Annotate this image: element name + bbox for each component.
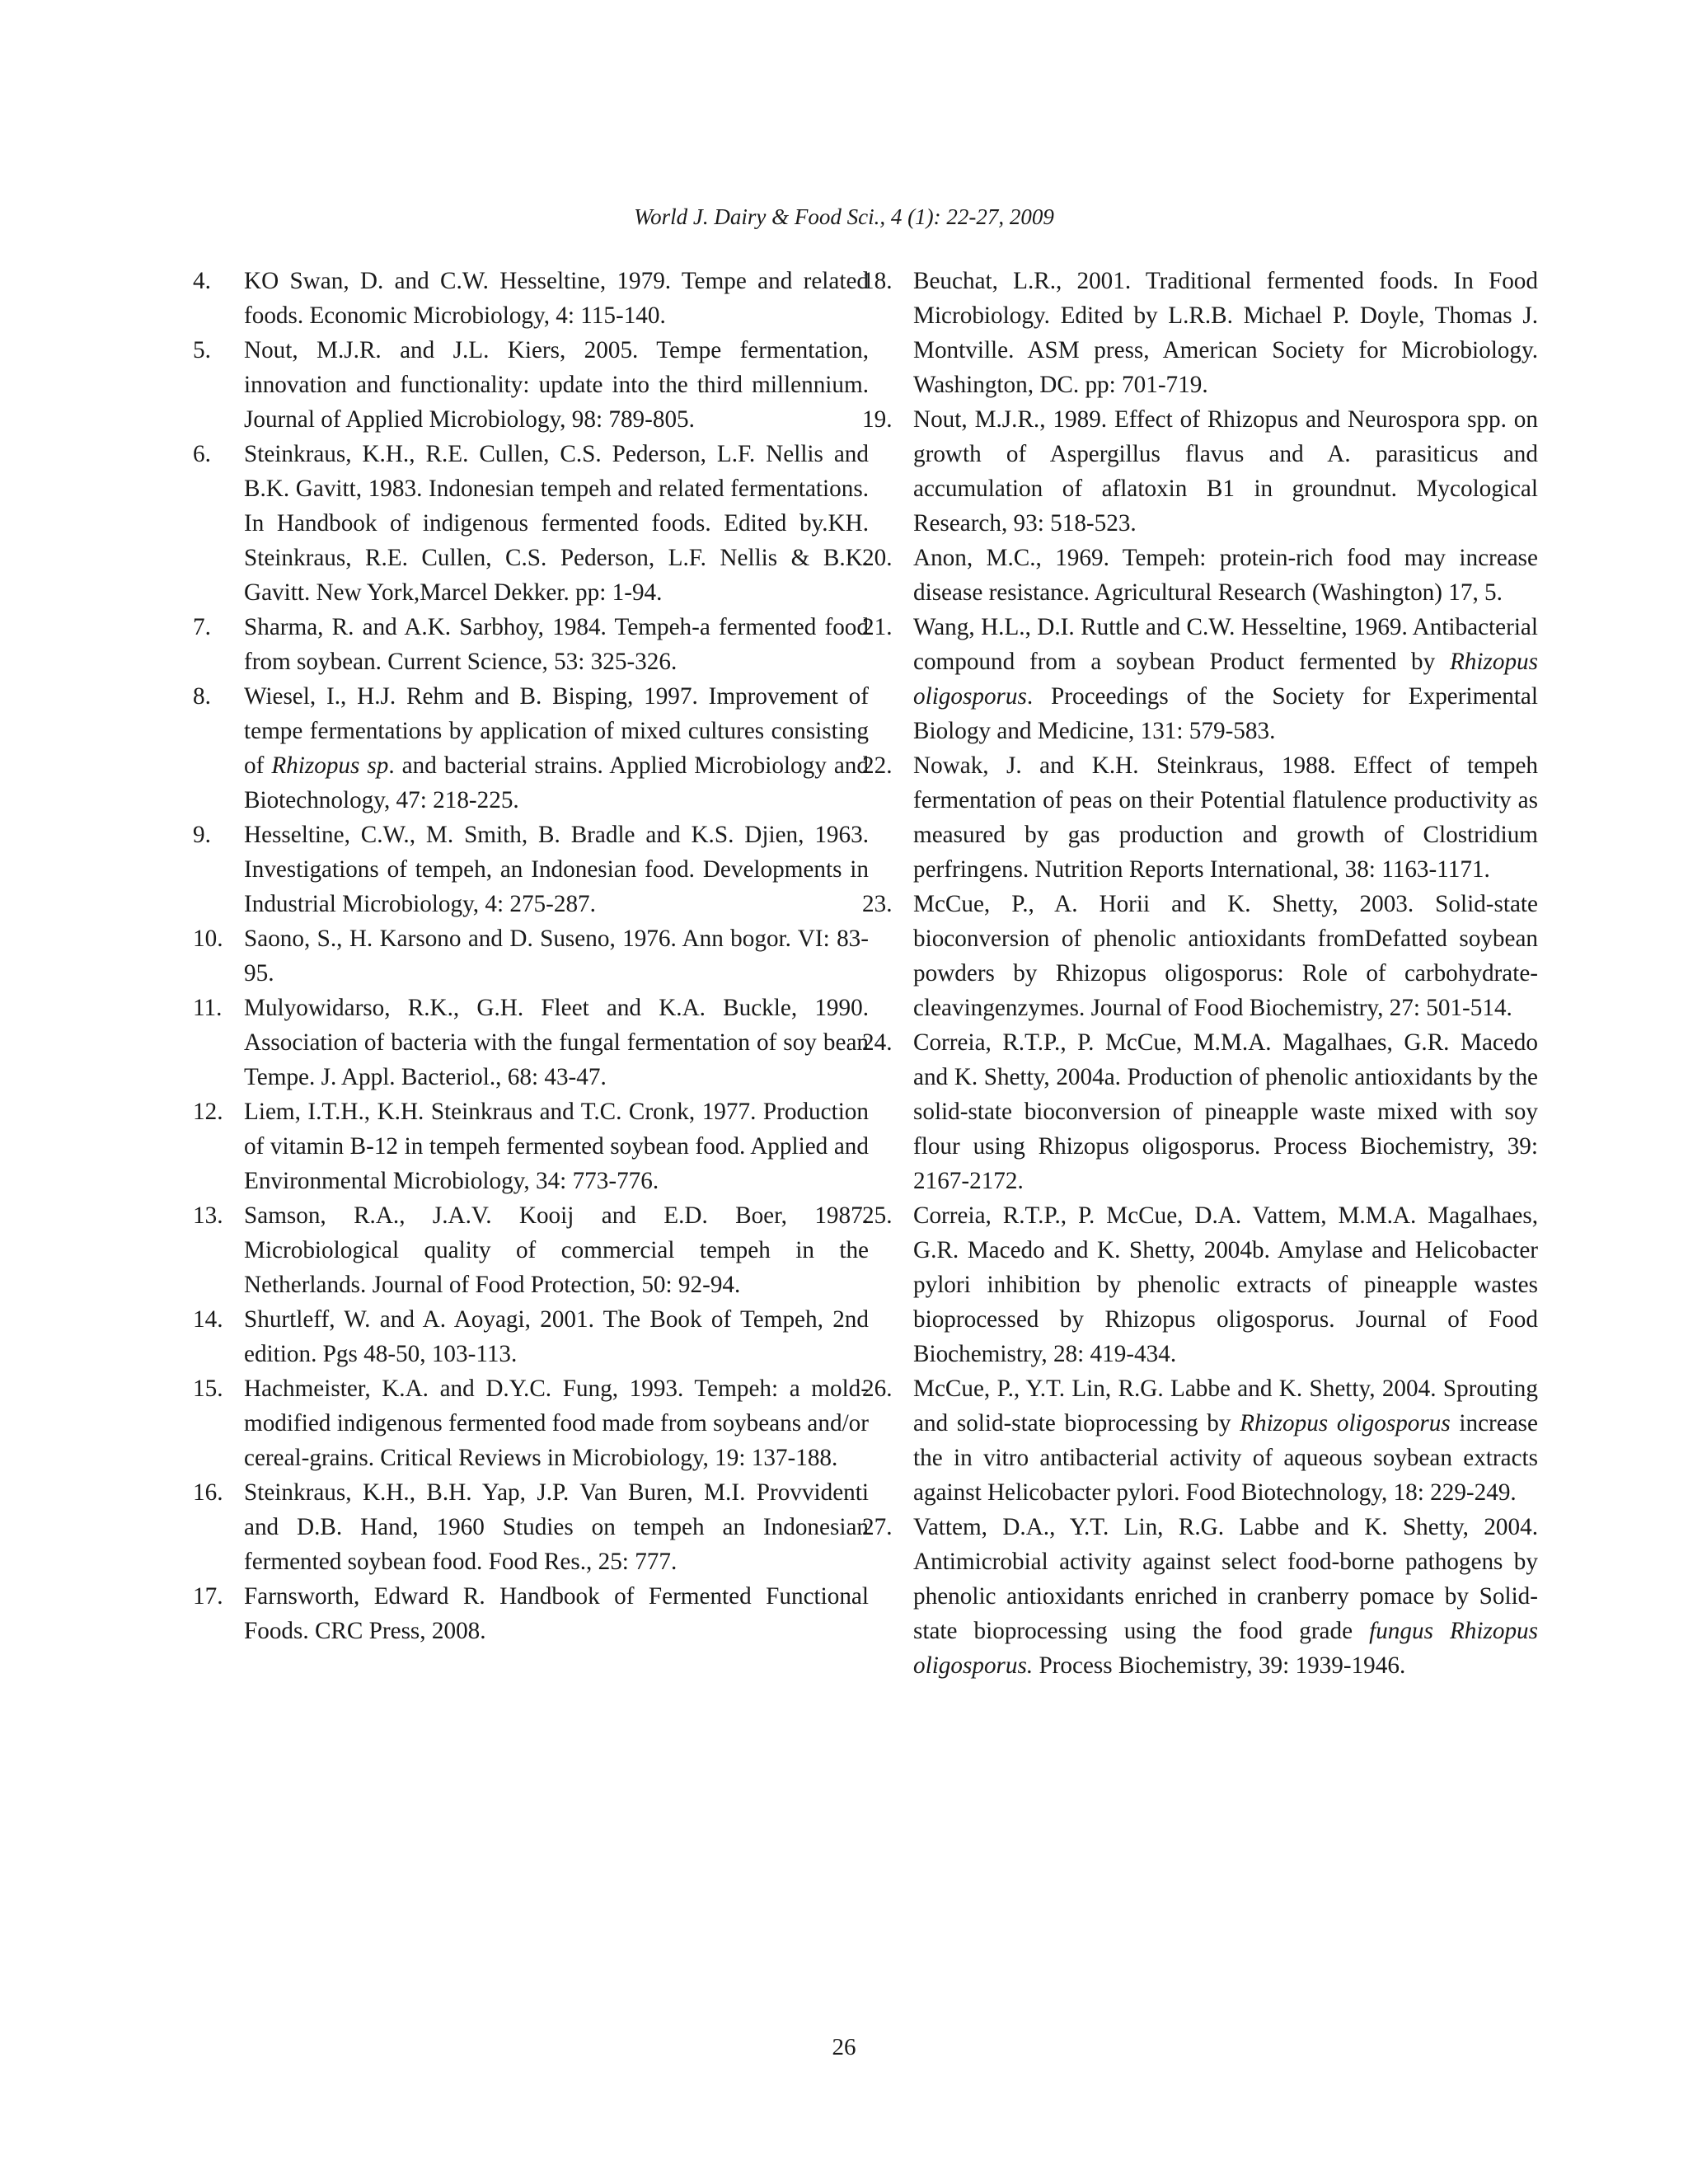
- italic-segment: fungus Rhizopus oligosporus.: [913, 1618, 1539, 1679]
- reference-number: 8.: [193, 683, 211, 710]
- italic-segment: Rhizopus sp: [271, 752, 389, 779]
- reference-item: [193, 437, 869, 610]
- reference-item: [862, 1198, 1538, 1371]
- reference-text: [244, 679, 869, 818]
- text-segment: Hesseltine, C.W., M. Smith, B. Bradle and K.S. Djien, 1963. Investigations of tempeh, an Indonesian food. Developments in Industrial Microbiology, 4: 275-287.: [244, 822, 869, 917]
- reference-item: [193, 333, 869, 437]
- reference-text: [244, 1302, 869, 1371]
- text-segment: Mulyowidarso, R.K., G.H. Fleet and K.A. Buckle, 1990. Association of bacteria with the fungal fermentation of soy bean Tempe. J. Appl. Bacteriol., 68: 43-47.: [244, 995, 869, 1090]
- reference-item: [193, 1579, 869, 1648]
- reference-number: 6.: [193, 441, 211, 467]
- reference-text: [244, 1579, 869, 1648]
- reference-number: 21.: [862, 614, 893, 640]
- text-segment: Wiesel, I., H.J. Rehm and B. Bisping, 1997. Improvement of tempe fermentations by application of mixed cultures consisting of: [244, 683, 869, 779]
- text-segment: Wang, H.L., D.I. Ruttle and C.W. Hesseltine, 1969. Antibacterial compound from a soybean Product fermented by: [913, 614, 1538, 675]
- text-segment: McCue, P., A. Horii and K. Shetty, 2003. Solid-state bioconversion of phenolic antioxidants fromDefatted soybean powders by Rhizopus oligosporus: Role of carbohydrate-cleavingenzymes. Journal of Food Biochemistry, 27: 501-514.: [913, 891, 1538, 1021]
- reference-item: [862, 402, 1538, 541]
- text-segment: Anon, M.C., 1969. Tempeh: protein-rich food may increase disease resistance. Agricultural Research (Washington) 17, 5.: [913, 545, 1538, 606]
- reference-number: 27.: [862, 1514, 893, 1540]
- reference-number: 23.: [862, 891, 893, 917]
- reference-item: [862, 1510, 1538, 1683]
- reference-number: 11.: [193, 995, 223, 1021]
- reference-number: 10.: [193, 926, 223, 952]
- reference-number: 9.: [193, 822, 211, 848]
- page-number: 26: [832, 2034, 856, 2060]
- text-segment: Liem, I.T.H., K.H. Steinkraus and T.C. Cronk, 1977. Production of vitamin B-12 in tempeh fermented soybean food. Applied and Environmental Microbiology, 34: 773-776.: [244, 1099, 869, 1194]
- reference-number: 12.: [193, 1099, 223, 1125]
- reference-item: [193, 610, 869, 679]
- text-segment: Correia, R.T.P., P. McCue, M.M.A. Magalhaes, G.R. Macedo and K. Shetty, 2004a. Production of phenolic antioxidants by the solid-state bioconversion of pineapple waste mixed with soy flour using Rhizopus oligosporus. Process Biochemistry, 39: 2167-2172.: [913, 1029, 1538, 1194]
- reference-text: [244, 264, 869, 333]
- reference-text: [913, 1371, 1538, 1510]
- reference-column-left: [193, 264, 869, 1648]
- reference-item: [193, 1371, 869, 1475]
- reference-text: [913, 1510, 1538, 1683]
- reference-number: 13.: [193, 1202, 223, 1229]
- reference-item: [193, 1198, 869, 1302]
- text-segment: Nout, M.J.R. and J.L. Kiers, 2005. Tempe fermentation, innovation and functionality: update into the third millennium. Journal of Applied Microbiology, 98: 789-805.: [244, 337, 869, 433]
- text-segment: McCue, P., Y.T. Lin, R.G. Labbe and K. Shetty, 2004. Sprouting and solid-state bioprocessing by: [913, 1376, 1538, 1436]
- reference-item: [862, 264, 1538, 402]
- text-segment: Nowak, J. and K.H. Steinkraus, 1988. Effect of tempeh fermentation of peas on their Potential flatulence productivity as measured by gas production and growth of Clostridium perfringens. Nutrition Reports International, 38: 1163-1171.: [913, 752, 1538, 883]
- text-segment: Beuchat, L.R., 2001. Traditional fermented foods. In Food Microbiology. Edited by L.R.B. Michael P. Doyle, Thomas J. Montville. ASM press, American Society for Microbiology. Washington, DC. pp: 701-719.: [913, 268, 1538, 398]
- text-segment: Shurtleff, W. and A. Aoyagi, 2001. The Book of Tempeh, 2nd edition. Pgs 48-50, 103-113.: [244, 1306, 869, 1367]
- reference-text: [244, 1475, 869, 1579]
- reference-number: 26.: [862, 1376, 893, 1402]
- reference-item: [862, 887, 1538, 1025]
- reference-number: 25.: [862, 1202, 893, 1229]
- reference-text: [913, 610, 1538, 748]
- text-segment: Process Biochemistry, 39: 1939-1946.: [1033, 1652, 1406, 1679]
- reference-number: 18.: [862, 268, 893, 294]
- reference-item: [193, 679, 869, 818]
- text-segment: KO Swan, D. and C.W. Hesseltine, 1979. Tempe and related foods. Economic Microbiology, 4: 115-140.: [244, 268, 869, 329]
- text-segment: . Proceedings of the Society for Experimental Biology and Medicine, 131: 579-583.: [913, 683, 1538, 744]
- reference-text: [913, 402, 1538, 541]
- reference-text: [913, 264, 1538, 402]
- reference-number: 7.: [193, 614, 211, 640]
- text-segment: . and bacterial strains. Applied Microbiology and Biotechnology, 47: 218-225.: [244, 752, 869, 813]
- italic-segment: Rhizopus oligosporus: [913, 649, 1538, 710]
- reference-item: [193, 1475, 869, 1579]
- reference-item: [193, 991, 869, 1094]
- text-segment: increase the in vitro antibacterial activity of aqueous soybean extracts against Helicobacter pylori. Food Biotechnology, 18: 229-249.: [913, 1410, 1538, 1506]
- reference-item: [193, 818, 869, 921]
- reference-item: [193, 1302, 869, 1371]
- reference-column-right: [862, 264, 1538, 1683]
- reference-text: [244, 333, 869, 437]
- text-segment: Steinkraus, K.H., R.E. Cullen, C.S. Pederson, L.F. Nellis and B.K. Gavitt, 1983. Indonesian tempeh and related fermentations. In Handbook of indigenous fermented foods. Edited by.KH. Steinkraus, R.E. Cullen, C.S. Pederson, L.F. Nellis & B.K. Gavitt. New York,Marcel Dekker. pp: 1-94.: [244, 441, 869, 606]
- reference-number: 22.: [862, 752, 893, 779]
- reference-number: 14.: [193, 1306, 223, 1333]
- reference-item: [862, 748, 1538, 887]
- reference-text: [913, 541, 1538, 610]
- text-segment: Correia, R.T.P., P. McCue, D.A. Vattem, M.M.A. Magalhaes, G.R. Macedo and K. Shetty, 2004b. Amylase and Helicobacter pylori inhibition by phenolic extracts of pineapple wastes bioprocessed by Rhizopus oligosporus. Journal of Food Biochemistry, 28: 419-434.: [913, 1202, 1538, 1367]
- text-segment: Saono, S., H. Karsono and D. Suseno, 1976. Ann bogor. VI: 83-95.: [244, 926, 869, 987]
- reference-text: [244, 437, 869, 610]
- reference-text: [244, 610, 869, 679]
- reference-item: [193, 1094, 869, 1198]
- reference-item: [862, 1371, 1538, 1510]
- reference-number: 15.: [193, 1376, 223, 1402]
- reference-item: [862, 541, 1538, 610]
- text-segment: Hachmeister, K.A. and D.Y.C. Fung, 1993. Tempeh: a mold-modified indigenous fermented food made from soybeans and/or cereal-grains. Critical Reviews in Microbiology, 19: 137-188.: [244, 1376, 869, 1471]
- reference-number: 19.: [862, 406, 893, 433]
- text-segment: Nout, M.J.R., 1989. Effect of Rhizopus and Neurospora spp. on growth of Aspergillus flavus and A. parasiticus and accumulation of aflatoxin B1 in groundnut. Mycological Research, 93: 518-523.: [913, 406, 1538, 537]
- reference-text: [244, 1371, 869, 1475]
- reference-text: [913, 887, 1538, 1025]
- reference-number: 24.: [862, 1029, 893, 1056]
- text-segment: Steinkraus, K.H., B.H. Yap, J.P. Van Buren, M.I. Provvidenti and D.B. Hand, 1960 Studies on tempeh an Indonesian fermented soybean food. Food Res., 25: 777.: [244, 1479, 869, 1575]
- text-segment: Sharma, R. and A.K. Sarbhoy, 1984. Tempeh-a fermented food from soybean. Current Science, 53: 325-326.: [244, 614, 869, 675]
- reference-text: [913, 748, 1538, 887]
- reference-text: [244, 818, 869, 921]
- reference-text: [244, 1094, 869, 1198]
- reference-item: [193, 921, 869, 991]
- reference-item: [193, 264, 869, 333]
- running-header: World J. Dairy & Food Sci., 4 (1): 22-27, 2009: [634, 204, 1054, 229]
- text-segment: Farnsworth, Edward R. Handbook of Fermented Functional Foods. CRC Press, 2008.: [244, 1583, 869, 1644]
- reference-text: [913, 1025, 1538, 1198]
- reference-item: [862, 1025, 1538, 1198]
- reference-item: [862, 610, 1538, 748]
- reference-number: 20.: [862, 545, 893, 571]
- reference-number: 17.: [193, 1583, 223, 1610]
- text-segment: Samson, R.A., J.A.V. Kooij and E.D. Boer, 1987. Microbiological quality of commercial tempeh in the Netherlands. Journal of Food Protection, 50: 92-94.: [244, 1202, 869, 1298]
- reference-text: [244, 991, 869, 1094]
- reference-number: 5.: [193, 337, 211, 363]
- reference-number: 4.: [193, 268, 211, 294]
- reference-text: [913, 1198, 1538, 1371]
- italic-segment: Rhizopus oligosporus: [1240, 1410, 1451, 1436]
- reference-text: [244, 921, 869, 991]
- reference-number: 16.: [193, 1479, 223, 1506]
- text-segment: Vattem, D.A., Y.T. Lin, R.G. Labbe and K. Shetty, 2004. Antimicrobial activity against select food-borne pathogens by phenolic antioxidants enriched in cranberry pomace by Solid-state bioprocessing using the food grade: [913, 1514, 1538, 1644]
- reference-text: [244, 1198, 869, 1302]
